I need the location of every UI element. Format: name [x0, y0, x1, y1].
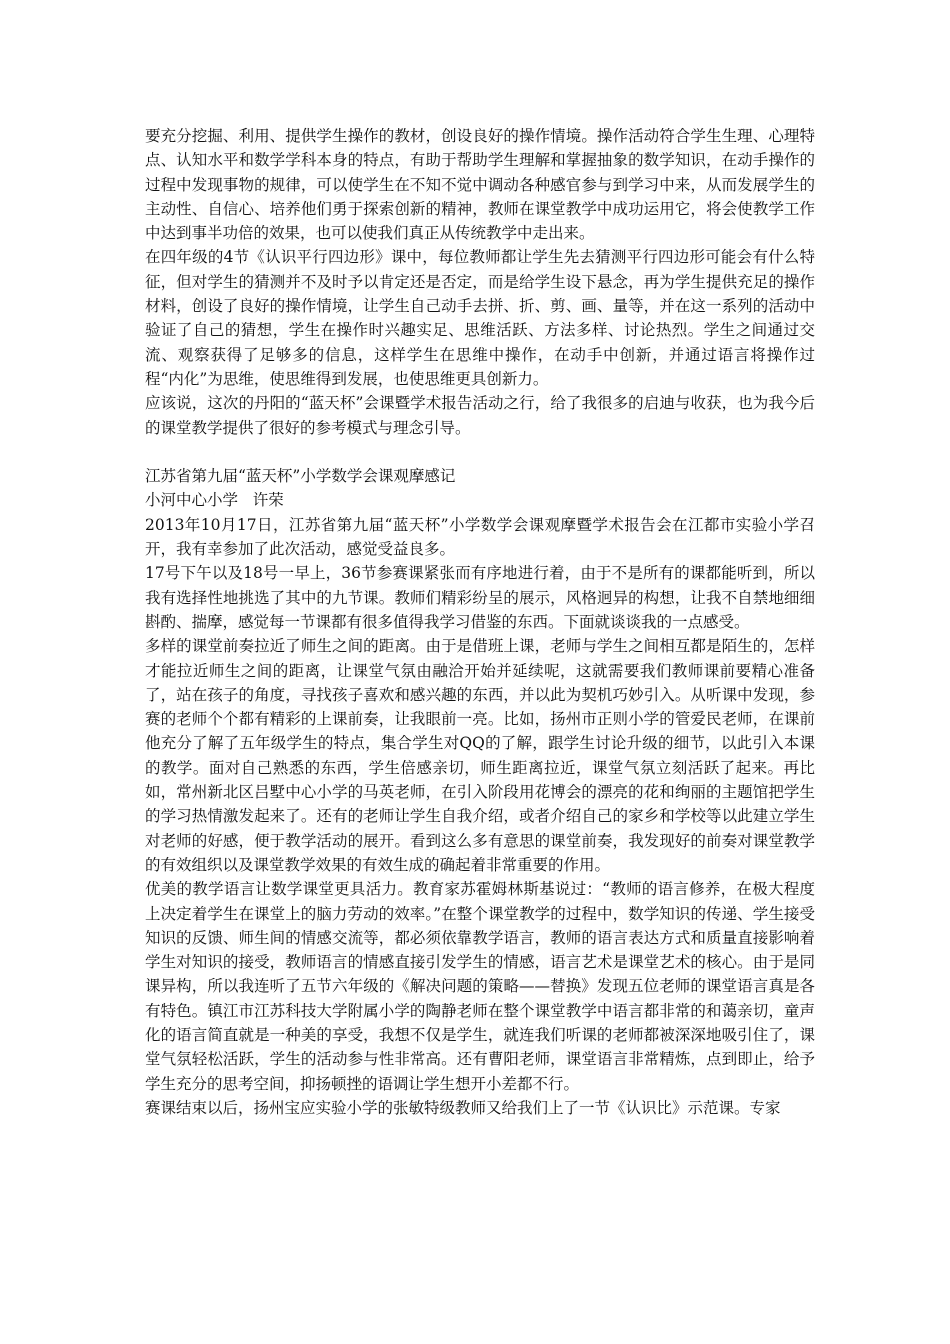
- document-body: [145, 124, 815, 1120]
- paragraph: 17号下午以及18号一早上，36节参赛课紧张而有序地进行着，由于不是所有的课都能听到，所以我有选择性地挑选了其中的九节课。教师们精彩纷呈的展示，风格迥异的构想，让我不自禁地细细斟酌、揣摩，感觉每一节课都有很多值得我学习借鉴的东西。下面就谈谈我的一点感受。: [145, 564, 815, 631]
- paragraph: 在四年级的4节《认识平行四边形》课中，每位教师都让学生先去猜测平行四边形可能会有什么特征，但对学生的猜测并不及时予以肯定还是否定，而是给学生设下悬念，再为学生提供充足的操作材料，创设了良好的操作情境，让学生自己动手去拼、折、剪、画、量等，并在这一系列的活动中验证了自己的猜想，学生在操作时兴趣实足、思维活跃、方法多样、讨论热烈。学生之间通过交流、观察获得了足够多的信息，这样学生在思维中操作，在动手中创新，并通过语言将操作过程“内化”为思维，使思维得到发展，也使思维更具创新力。: [145, 248, 815, 388]
- article-title: 江苏省第九届“蓝天杯”小学数学会课观摩感记: [145, 467, 456, 486]
- paragraph: 赛课结束以后，扬州宝应实验小学的张敏特级教师又给我们上了一节《认识比》示范课。专家: [145, 1098, 781, 1117]
- paragraph: 多样的课堂前奏拉近了师生之间的距离。由于是借班上课，老师与学生之间相互都是陌生的，怎样才能拉近师生之间的距离，让课堂气氛由融洽开始并延续呢，这就需要我们教师课前要精心准备了，站在孩子的角度，寻找孩子喜欢和感兴趣的东西，并以此为契机巧妙引入。从听课中发现，参赛的老师个个都有精彩的上课前奏，让我眼前一亮。比如，扬州市正则小学的管爱民老师，在课前他充分了解了五年级学生的特点，集合学生对QQ的了解，跟学生讨论升级的细节，以此引入本课的教学。面对自己熟悉的东西，学生倍感亲切，师生距离拉近，课堂气氛立刻活跃了起来。再比如，常州新北区吕墅中心小学的马英老师，在引入阶段用花博会的漂亮的花和绚丽的主题馆把学生的学习热情激发起来了。还有的老师让学生自我介绍，或者介绍自己的家乡和学校等以此建立学生对老师的好感，便于教学活动的展开。看到这么多有意思的课堂前奏，我发现好的前奏对课堂教学的有效组织以及课堂教学效果的有效生成的确起着非常重要的作用。: [145, 637, 815, 874]
- blank-line: [145, 440, 815, 464]
- paragraph: 应该说，这次的丹阳的“蓝天杯”会课暨学术报告活动之行，给了我很多的启迪与收获，也为我今后的课堂教学提供了很好的参考模式与理念引导。: [145, 394, 815, 437]
- paragraph: 2013年10月17日，江苏省第九届“蓝天杯”小学数学会课观摩暨学术报告会在江都市实验小学召开，我有幸参加了此次活动，感觉受益良多。: [145, 515, 815, 559]
- paragraph: 要充分挖掘、利用、提供学生操作的教材，创设良好的操作情境。操作活动符合学生生理、心理特点、认知水平和数学学科本身的特点，有助于帮助学生理解和掌握抽象的数学知识，在动手操作的过程中发现事物的规律，可以使学生在不知不觉中调动各种感官参与到学习中来，从而发展学生的主动性、自信心、培养他们勇于探索创新的精神，教师在课堂教学中成功运用它，将会使教学工作中达到事半功倍的效果，也可以使我们真正从传统教学中走出来。: [145, 127, 815, 243]
- paragraph: 优美的教学语言让数学课堂更具活力。教育家苏霍姆林斯基说过：“教师的语言修养，在极大程度上决定着学生在课堂上的脑力劳动的效率。”在整个课堂教学的过程中，数学知识的传递、学生接受知识的反馈、师生间的情感交流等，都必须依靠教学语言，教师的语言表达方式和质量直接影响着学生对知识的接受，教师语言的情感直接引发学生的情感，语言艺术是课堂艺术的核心。由于是同课异构，所以我连听了五节六年级的《解决问题的策略——替换》发现五位老师的课堂语言真是各有特色。镇江市江苏科技大学附属小学的陶静老师在整个课堂教学中语言都非常的和蔼亲切，童声化的语言简直就是一种美的享受，我想不仅是学生，就连我们听课的老师都被深深地吸引住了，课堂气氛轻松活跃，学生的活动参与性非常高。还有曹阳老师，课堂语言非常精炼，点到即止，给予学生充分的思考空间，抑扬顿挫的语调让学生想开小差都不行。: [145, 880, 815, 1093]
- article-author: 小河中心小学 许荣: [145, 491, 284, 510]
